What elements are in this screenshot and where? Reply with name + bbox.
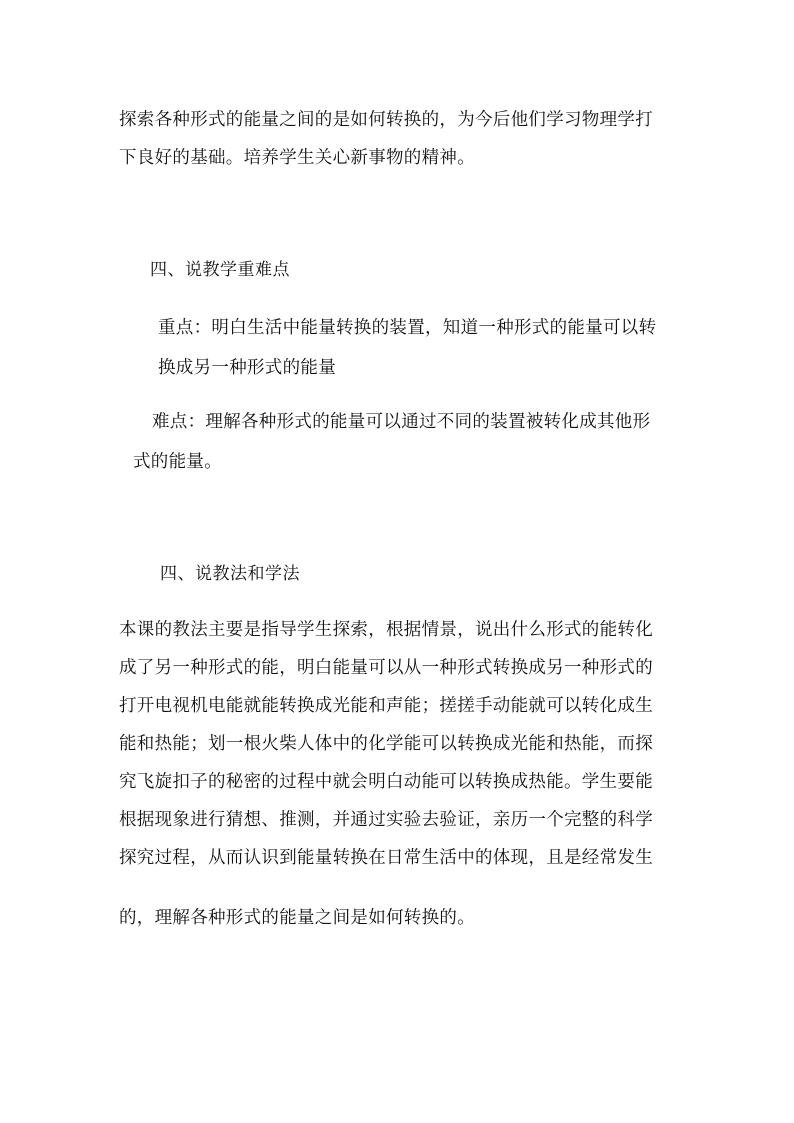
intro-line-2: 下良好的基础。培养学生关心新事物的精神。 [119,148,475,168]
methods-line-4: 能和热能；划一根火柴人体中的化学能可以转换成光能和热能，而探 [119,734,653,754]
methods-line-8: 的，理解各种形式的能量之间是如何转换的。 [119,908,475,928]
methods-line-1: 本课的教法主要是指导学生探索，根据情景，说出什么形式的能转化 [119,620,653,640]
methods-line-2: 成了另一种形式的能，明白能量可以从一种形式转换成另一种形式的 [119,658,653,678]
difficult-point-line-2: 式的能量。 [133,452,222,472]
intro-line-1: 探索各种形式的能量之间的是如何转换的，为今后他们学习物理学打 [119,110,653,130]
section-heading-difficulty: 四、说教学重难点 [150,260,290,280]
difficult-point-line-1: 难点：理解各种形式的能量可以通过不同的装置被转化成其他形 [152,412,651,432]
methods-line-5: 究飞旋扣子的秘密的过程中就会明白动能可以转换成热能。学生要能 [119,772,653,792]
key-point-line-1: 重点：明白生活中能量转换的装置，知道一种形式的能量可以转 [158,318,657,338]
methods-line-6: 根据现象进行猜想、推测，并通过实验去验证，亲历一个完整的科学 [119,810,653,830]
section-heading-methods: 四、说教法和学法 [160,564,300,584]
methods-line-7: 探究过程，从而认识到能量转换在日常生活中的体现，且是经常发生 [119,848,653,868]
methods-line-3: 打开电视机电能就能转换成光能和声能；搓搓手动能就可以转化成生 [119,696,653,716]
key-point-line-2: 换成另一种形式的能量 [158,358,336,378]
